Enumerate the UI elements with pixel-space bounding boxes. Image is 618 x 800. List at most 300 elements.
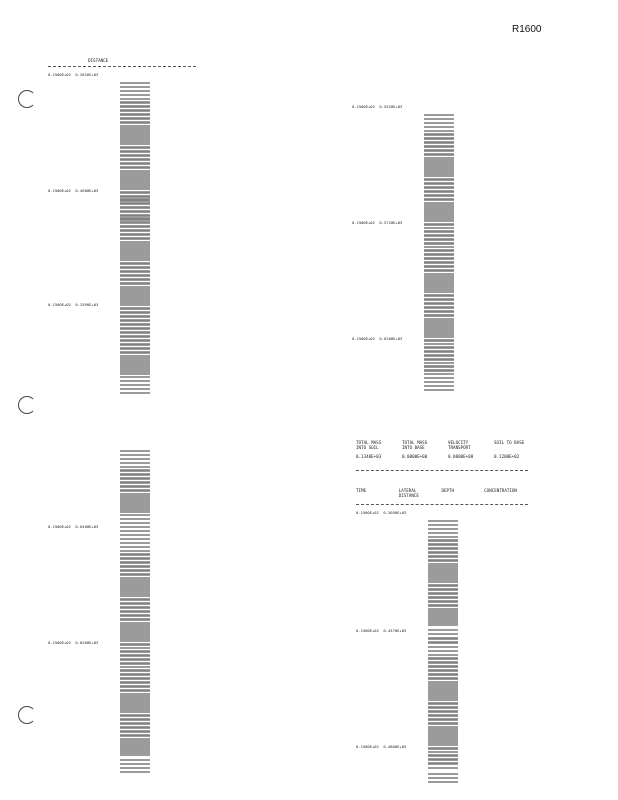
value-cell-smudge [428,670,458,672]
value-cell-smudge [428,687,458,689]
value-cell-smudge [424,163,454,165]
q1-rule [48,66,196,67]
value-cell-smudge [120,514,150,516]
value-cell-smudge [120,670,150,672]
value-cell-smudge [120,658,150,660]
value-cell-smudge [120,176,150,178]
value-cell-smudge [120,678,150,680]
value-cell-smudge [424,370,454,372]
value-cell-smudge [120,574,150,576]
value-cell-smudge [120,106,150,108]
q4-summary-h3: SOIL TO BASE [494,440,525,445]
value-cell-smudge [120,288,150,290]
value-cell-smudge [120,619,150,621]
value-cell-smudge [424,208,454,210]
value-cell-smudge [120,255,150,257]
block-lead: 0.1500E+02 0.2816E+03 [48,72,99,77]
value-cell-smudge [428,728,458,730]
value-cell-smudge [120,478,150,480]
value-cell-smudge [428,569,458,571]
block-values [120,302,156,368]
value-cell-smudge [424,328,454,330]
value-cell-smudge [424,167,454,169]
value-cell-smudge [120,763,150,765]
value-cell-smudge [428,556,458,558]
value-cell-smudge [120,699,150,701]
block-lead: 0.1500E+02 0.4600E+03 [48,188,99,193]
value-cell-smudge [428,691,458,693]
value-cell-smudge [424,154,454,156]
value-cell-smudge [428,715,458,717]
block-lead: 0.1500E+02 0.5720E+03 [352,220,403,225]
value-cell-smudge [428,536,458,538]
value-cell-smudge [120,316,150,318]
block-lead: 0.1500E+02 0.6200E+03 [352,336,403,341]
value-cell-smudge [428,777,458,779]
value-cell-smudge [428,560,458,562]
value-cell-smudge [424,142,454,144]
value-cell-smudge [428,646,458,648]
value-cell-smudge [120,392,150,394]
block-lead: 0.1500E+02 0.8200E+03 [48,640,99,645]
value-cell-smudge [428,754,458,756]
block-values [120,72,156,195]
value-cell-smudge [424,373,454,375]
value-cell-smudge [120,226,150,228]
value-cell-smudge [120,373,150,375]
value-cell-smudge [120,214,150,216]
value-cell-smudge [428,618,458,620]
q1-header: DISTANCE [88,58,109,63]
value-cell-smudge [428,732,458,734]
value-cell-smudge [120,654,150,656]
value-cell-smudge [424,266,454,268]
value-cell-smudge [428,650,458,652]
value-cell-smudge [120,727,150,729]
q4-summary [356,440,532,459]
value-cell-smudge [120,695,150,697]
value-cell-smudge [424,138,454,140]
value-cell-smudge [428,624,458,626]
value-cell-smudge [120,222,150,224]
block-values [120,440,156,506]
value-cell-smudge [424,130,454,132]
value-cell-smudge [428,719,458,721]
block-lead: 0.1500E+02 0.5320E+03 [352,104,403,109]
value-cell-smudge [424,187,454,189]
value-cell-smudge [428,703,458,705]
value-cell-smudge [424,320,454,322]
value-cell-smudge [120,292,150,294]
value-cell-smudge [428,565,458,567]
value-cell-smudge [428,699,458,701]
value-cell-smudge [120,611,150,613]
value-cell-smudge [424,385,454,387]
value-cell-smudge [424,126,454,128]
value-cell-smudge [424,315,454,317]
value-cell-smudge [120,110,150,112]
value-cell-smudge [120,466,150,468]
value-cell-smudge [120,384,150,386]
value-cell-smudge [424,389,454,391]
value-cell-smudge [424,234,454,236]
value-cell-smudge [120,662,150,664]
block-values [120,524,156,639]
block-values [428,628,464,743]
value-cell-smudge [120,361,150,363]
value-cell-smudge [428,723,458,725]
value-cell-smudge [120,735,150,737]
block-values [120,640,156,746]
value-cell-smudge [120,595,150,597]
value-cell-smudge [120,348,150,350]
value-cell-smudge [424,303,454,305]
value-cell-smudge [428,642,458,644]
value-cell-smudge [424,216,454,218]
value-cell-smudge [424,377,454,379]
value-cell-smudge [428,589,458,591]
value-cell-smudge [120,279,150,281]
value-cell-smudge [120,198,150,200]
value-cell-smudge [424,183,454,185]
value-cell-smudge [424,258,454,260]
q4-summary-v1: 0.0000E+00 [402,454,428,459]
value-cell-smudge [120,450,150,452]
value-cell-smudge [120,230,150,232]
value-cell-smudge [428,736,458,738]
value-cell-smudge [120,666,150,668]
q4-col-time: TIME [356,488,367,493]
block-lead: 0.1500E+02 0.6400E+03 [48,524,99,529]
q4-summary-h0: TOTAL MASS INTO SOIL [356,440,382,450]
punch-hole-bottom [18,706,36,724]
value-cell-smudge [120,731,150,733]
value-cell-smudge [120,744,150,746]
value-cell-smudge [424,295,454,297]
value-cell-smudge [424,307,454,309]
value-cell-smudge [428,695,458,697]
value-cell-smudge [120,719,150,721]
value-cell-smudge [424,230,454,232]
value-cell-smudge [120,202,150,204]
block-lead: 0.1500E+02 0.2590E+03 [48,302,99,307]
value-cell-smudge [424,175,454,177]
value-cell-smudge [424,291,454,293]
value-cell-smudge [120,474,150,476]
value-cell-smudge [120,283,150,285]
value-cell-smudge [120,554,150,556]
value-cell-smudge [120,507,150,509]
value-cell-smudge [120,583,150,585]
value-cell-smudge [428,577,458,579]
value-cell-smudge [120,210,150,212]
punch-hole-middle [18,396,36,414]
value-cell-smudge [120,296,150,298]
value-cell-smudge [120,558,150,560]
value-cell-smudge [428,658,458,660]
value-cell-smudge [424,366,454,368]
value-cell-smudge [120,650,150,652]
value-cell-smudge [120,628,150,630]
value-cell-smudge [120,328,150,330]
value-cell-smudge [120,135,150,137]
block-values [428,510,464,616]
value-cell-smudge [120,218,150,220]
block-values [424,104,460,219]
value-cell-smudge [428,707,458,709]
value-cell-smudge [428,638,458,640]
value-cell-smudge [120,369,150,371]
value-cell-smudge [424,254,454,256]
value-cell-smudge [428,544,458,546]
value-cell-smudge [120,674,150,676]
value-cell-smudge [120,470,150,472]
value-cell-smudge [120,462,150,464]
value-cell-smudge [428,740,458,742]
value-cell-smudge [424,346,454,348]
value-cell-smudge [120,759,150,761]
value-cell-smudge [120,143,150,145]
value-cell-smudge [424,279,454,281]
value-cell-smudge [428,662,458,664]
value-cell-smudge [120,454,150,456]
value-cell-smudge [120,546,150,548]
value-cell-smudge [120,740,150,742]
value-cell-smudge [120,534,150,536]
value-cell-smudge [120,511,150,513]
value-cell-smudge [120,499,150,501]
value-cell-smudge [120,114,150,116]
value-cell-smudge [120,159,150,161]
value-cell-smudge [120,703,150,705]
block-lead: 0.1500E+02 0.4570E+03 [356,628,407,633]
value-cell-smudge [428,573,458,575]
value-cell-smudge [120,711,150,713]
value-cell-smudge [120,340,150,342]
value-cell-smudge [120,458,150,460]
value-cell-smudge [120,518,150,520]
value-cell-smudge [424,159,454,161]
value-cell-smudge [120,184,150,186]
value-cell-smudge [120,570,150,572]
q4-col-depth: DEPTH [441,488,455,493]
value-cell-smudge [424,122,454,124]
value-cell-smudge [120,607,150,609]
value-cell-smudge [120,752,150,754]
value-cell-smudge [120,723,150,725]
value-cell-smudge [424,358,454,360]
value-cell-smudge [424,134,454,136]
value-cell-smudge [424,287,454,289]
value-cell-smudge [424,381,454,383]
page-id: R1600 [512,24,542,35]
block-lead: 0.1500E+02 0.4860E+03 [356,744,407,749]
value-cell-smudge [424,311,454,313]
value-cell-smudge [120,388,150,390]
value-cell-smudge [120,566,150,568]
q4-summary-h1: TOTAL MASS INTO BASE [402,440,428,450]
value-cell-smudge [120,380,150,382]
value-cell-smudge [120,86,150,88]
value-cell-smudge [428,581,458,583]
value-cell-smudge [424,242,454,244]
punch-hole-top [18,90,36,108]
value-cell-smudge [428,711,458,713]
value-cell-smudge [120,503,150,505]
value-cell-smudge [424,171,454,173]
value-cell-smudge [120,118,150,120]
value-cell-smudge [428,552,458,554]
value-cell-smudge [120,550,150,552]
value-cell-smudge [424,191,454,193]
value-cell-smudge [424,299,454,301]
q4-summary-v2: 0.0000E+00 [448,454,474,459]
value-cell-smudge [428,781,458,783]
q4-summary-v0: 0.1340E+03 [356,454,382,459]
value-cell-smudge [120,599,150,601]
value-cell-smudge [120,690,150,692]
value-cell-smudge [424,146,454,148]
value-cell-smudge [424,114,454,116]
value-cell-smudge [120,243,150,245]
value-cell-smudge [428,654,458,656]
value-cell-smudge [120,591,150,593]
value-cell-smudge [424,150,454,152]
value-cell-smudge [120,263,150,265]
value-cell-smudge [120,538,150,540]
value-cell-smudge [424,204,454,206]
value-cell-smudge [428,524,458,526]
value-cell-smudge [424,324,454,326]
value-cell-smudge [120,376,150,378]
value-cell-smudge [120,344,150,346]
value-cell-smudge [424,275,454,277]
value-cell-smudge [424,354,454,356]
value-cell-smudge [424,332,454,334]
value-cell-smudge [120,686,150,688]
value-cell-smudge [120,267,150,269]
value-cell-smudge [120,767,150,769]
value-cell-smudge [120,98,150,100]
value-cell-smudge [424,212,454,214]
value-cell-smudge [120,562,150,564]
value-cell-smudge [120,251,150,253]
value-cell-smudge [120,332,150,334]
value-cell-smudge [120,495,150,497]
value-cell-smudge [120,247,150,249]
value-cell-smudge [120,615,150,617]
value-cell-smudge [120,147,150,149]
value-cell-smudge [120,587,150,589]
value-cell-smudge [428,614,458,616]
q4-summary-v3: 0.1200E+02 [494,454,520,459]
value-cell-smudge [424,350,454,352]
value-cell-smudge [428,678,458,680]
value-cell-smudge [424,118,454,120]
value-cell-smudge [424,246,454,248]
value-cell-smudge [120,636,150,638]
value-cell-smudge [120,180,150,182]
value-cell-smudge [120,482,150,484]
value-cell-smudge [120,336,150,338]
value-cell-smudge [120,754,150,756]
value-cell-smudge [120,122,150,124]
value-cell-smudge [120,365,150,367]
value-cell-smudge [428,762,458,764]
value-cell-smudge [424,283,454,285]
value-cell-smudge [120,324,150,326]
value-cell-smudge [120,312,150,314]
value-cell-smudge [120,102,150,104]
q4-col-conc: CONCENTRATION [484,488,517,493]
value-cell-smudge [120,542,150,544]
value-cell-smudge [120,603,150,605]
value-cell-smudge [428,540,458,542]
value-cell-smudge [120,82,150,84]
value-cell-smudge [120,94,150,96]
value-cell-smudge [120,486,150,488]
value-cell-smudge [120,163,150,165]
value-cell-smudge [428,601,458,603]
value-cell-smudge [120,682,150,684]
value-cell-smudge [120,715,150,717]
value-cell-smudge [428,585,458,587]
value-cell-smudge [424,250,454,252]
value-cell-smudge [120,167,150,169]
value-cell-smudge [428,532,458,534]
q4-col-lateral: LATERAL DISTANCE [398,488,419,498]
q4-summary-h2: VELOCITY TRANSPORT [448,440,471,450]
value-cell-smudge [428,593,458,595]
value-cell-smudge [120,320,150,322]
value-cell-smudge [120,275,150,277]
block-values [424,336,460,365]
value-cell-smudge [120,352,150,354]
value-cell-smudge [428,773,458,775]
value-cell-smudge [120,624,150,626]
value-cell-smudge [120,139,150,141]
value-cell-smudge [428,548,458,550]
block-lead: 0.1500E+02 0.3050E+03 [356,510,407,515]
q4-rule-b [356,504,528,505]
value-cell-smudge [428,666,458,668]
value-cell-smudge [120,131,150,133]
value-cell-smudge [428,605,458,607]
value-cell-smudge [428,683,458,685]
value-cell-smudge [120,127,150,129]
value-cell-smudge [428,674,458,676]
value-cell-smudge [120,632,150,634]
value-cell-smudge [428,758,458,760]
value-cell-smudge [428,622,458,624]
block-values [428,744,464,756]
value-cell-smudge [428,597,458,599]
value-cell-smudge [120,90,150,92]
value-cell-smudge [120,579,150,581]
value-cell-smudge [120,259,150,261]
value-cell-smudge [120,707,150,709]
value-cell-smudge [424,362,454,364]
value-cell-smudge [120,172,150,174]
q4-rule-a [356,470,528,471]
value-cell-smudge [120,206,150,208]
value-cell-smudge [424,238,454,240]
value-cell-smudge [120,238,150,240]
value-cell-smudge [120,271,150,273]
value-cell-smudge [424,195,454,197]
value-cell-smudge [120,357,150,359]
q4-table-headers [356,488,532,498]
